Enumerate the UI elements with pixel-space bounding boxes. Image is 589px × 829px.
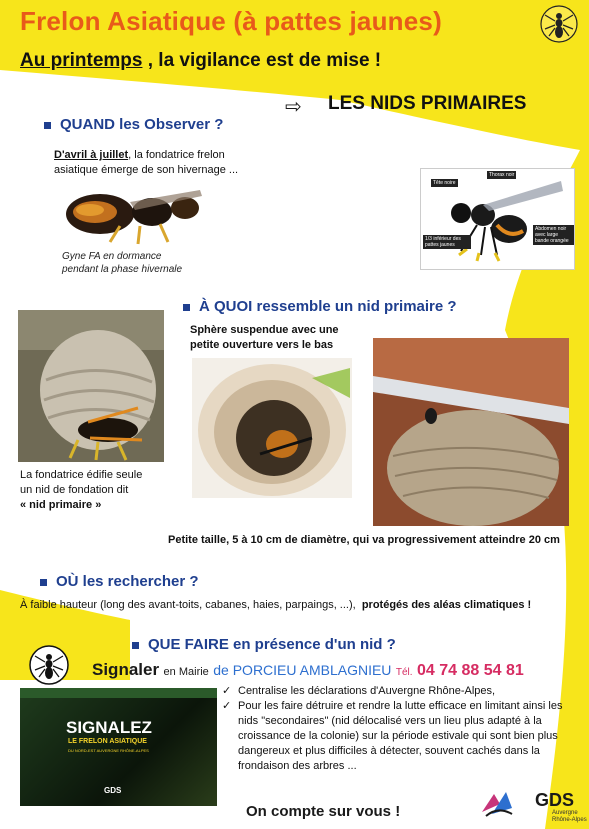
quand-heading: QUAND les Observer ?: [44, 116, 223, 133]
screen-smallline: DU NORD-EST AUVERGNE RHÔNE-ALPES: [68, 748, 149, 753]
dormant-caption: Gyne FA en dormance pendant la phase hivernale: [62, 251, 183, 275]
label-pattes: 1/3 inférieur des pattes jaunes: [423, 235, 471, 249]
fondatrice-text: La fondatrice édifie seule un nid de fondation dit « nid primaire »: [20, 469, 143, 511]
subtitle-rest: , la vigilance est de mise !: [142, 50, 382, 71]
screen-gds: GDS: [104, 786, 122, 795]
gds-wordmark: GDS: [535, 790, 575, 810]
ou-heading: OÙ les rechercher ?: [40, 573, 199, 590]
check-item: ✓ Pour les faire détruire et rendre la lutte efficace en limitant ainsi les nids "secondaires" (nid délocalisé vers un lieu plus adapté à la croissance de la colonie) sur la période estivale qui sont bien plus dangereux et plus difficiles à détecter, souvent cachés dans la frondaison des arbres ...: [222, 699, 572, 774]
phone-number[interactable]: 04 74 88 54 81: [417, 662, 524, 679]
signaler-label: Signaler: [92, 660, 160, 679]
page-title: Frelon Asiatique (à pattes jaunes): [20, 6, 442, 36]
signaler-line: [92, 660, 524, 680]
hornet-anatomy-diagram: [420, 168, 575, 270]
checklist: [222, 684, 572, 774]
quoi-heading: À QUOI ressemble un nid primaire ?: [183, 298, 457, 315]
commune-name: de PORCIEU AMBLAGNIEU: [213, 662, 392, 678]
quand-text-rest: , la fondatrice frelon: [128, 149, 225, 161]
website-screenshot: [20, 688, 217, 806]
bullet-icon: [183, 304, 190, 311]
queen-nest-photo: [18, 310, 164, 462]
screen-subline: LE FRELON ASIATIQUE: [68, 738, 147, 745]
ou-text: À faible hauteur (long des avant-toits, cabanes, haies, parpaings, ...), protégés des aléas climatiques !: [20, 599, 532, 611]
subtitle-season: Au printemps: [20, 50, 143, 71]
tel-label: Tél.: [395, 667, 413, 678]
hornet-logo-icon: [537, 4, 581, 44]
nest-opening-photo: [192, 358, 352, 498]
screen-headline: SIGNALEZ: [66, 718, 152, 737]
nids-primaires-title: LES NIDS PRIMAIRES: [328, 93, 527, 114]
check-item: ✓ Centralise les déclarations d'Auvergne Rhône-Alpes,: [222, 684, 572, 699]
subtitle: [20, 50, 381, 72]
bullet-icon: [44, 122, 51, 129]
que-faire-heading: QUE FAIRE en présence d'un nid ?: [132, 636, 396, 653]
hornet-alert-icon: [28, 644, 70, 686]
quand-text: [54, 148, 274, 178]
gds-subtitle: Auvergne Rhône-Alpes: [552, 810, 587, 823]
quand-period: D'avril à juillet: [54, 149, 129, 161]
size-text: Petite taille, 5 à 10 cm de diamètre, qui va progressivement atteindre 20 cm: [168, 534, 560, 546]
right-arrow-icon: ⇨: [285, 96, 302, 118]
quand-text-line2: asiatique émerge de son hivernage ...: [54, 164, 239, 176]
label-abdomen: Abdomen noir avec large bande orangée: [533, 225, 575, 245]
gds-logo-icon: [480, 788, 514, 818]
label-tete: Tête noire: [433, 180, 456, 186]
mairie-label: en Mairie: [163, 666, 209, 678]
size-max: 20 cm: [528, 534, 560, 546]
nest-under-roof-photo: [373, 338, 569, 526]
bullet-icon: [40, 579, 47, 586]
quoi-description: Sphère suspendue avec une petite ouverture vers le bas: [190, 324, 339, 351]
dormant-hornet-photo: [60, 182, 208, 248]
label-thorax: Thorax noir: [489, 172, 515, 178]
bullet-icon: [132, 642, 139, 649]
on-compte-text: On compte sur vous !: [246, 803, 401, 820]
